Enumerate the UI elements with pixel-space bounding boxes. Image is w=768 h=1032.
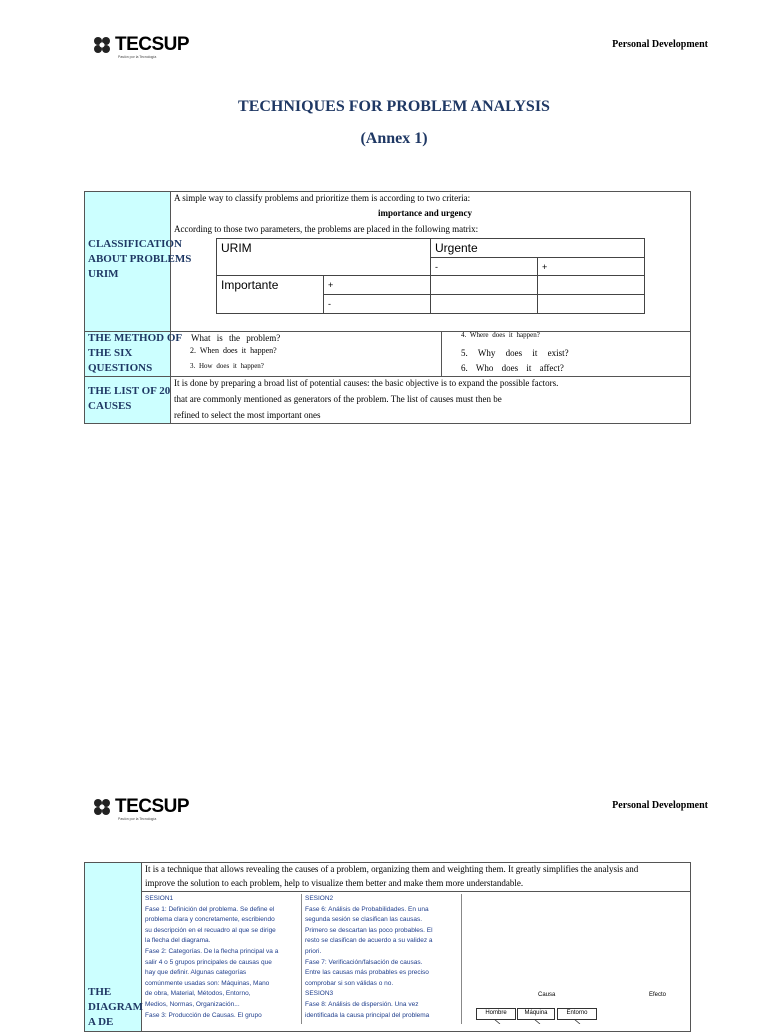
list20-label: THE LIST OF 20 CAUSES [88,385,171,412]
col2-line: SESION3 [305,990,334,998]
diagram-intro-2: improve the solution to each problem, help to visualize them better and make them more understandable. [145,878,524,888]
col1-line: Fase 2: Categorías. De la flecha principal va a [145,947,279,955]
page-subtitle: (Annex 1) [360,130,428,147]
diagram-intro-divider [142,891,691,892]
sessions-col-2 [305,894,462,1024]
urim-label-cell [85,192,192,331]
question-2: 2. When does it happen? [190,346,277,355]
page-title: TECHNIQUES FOR PROBLEM ANALYSIS [238,98,550,115]
col2-line: Fase 8: Análisis de dispersión. Una vez [305,1000,419,1008]
col1-line: Medios, Normas, Organización... [145,1000,240,1008]
logo-tagline: Pasión por la Tecnología [118,817,157,821]
header-right: Personal Development [612,39,708,50]
list20-line-3: refined to select the most important ones [174,410,321,420]
col2-line: priori. [305,947,322,955]
question-3: 3. How does it happen? [190,362,264,370]
matrix-cell [431,295,538,314]
tecsup-logo [92,798,189,816]
col1-line: Fase 1: Definición del problema. Se define el [145,905,275,913]
col1-line: su descripción en el recuadro al que se dirige [145,926,276,934]
logo-tagline: Pasión por la Tecnología [118,55,157,59]
matrix-row-header: Importante [217,276,324,314]
col1-line: comúnmente usadas son: Máquinas, Mano [145,979,270,987]
matrix-col-minus: - [431,258,538,276]
six-questions-divider [441,332,442,376]
matrix-row-plus: + [324,276,431,295]
logo-text: TECSUP [115,34,190,55]
list20-line-2: that are commonly mentioned as generators of the problem. The list of causes must then be [174,394,502,404]
diagram-label: THE DIAGRAM A DE [88,986,143,1028]
col1-line: Fase 3: Producción de Causas. El grupo [145,1011,262,1019]
diagram-label-cell [85,863,142,1031]
col2-line: Primero se descartan las poco probables. El [305,926,433,934]
diagram-box-maquina: Máquina [517,1008,555,1020]
question-1: What is the problem? [191,333,281,343]
urim-line-2: importance and urgency [378,208,472,218]
col1-line: problema clara y concretamente, escribiendo [145,916,275,924]
six-questions-label: THE METHOD OF THE SIX QUESTIONS [88,332,182,374]
col2-line: identificada la causa principal del problema [305,1011,430,1019]
urim-matrix [216,238,645,314]
urim-line-1: A simple way to classify problems and prioritize them is according to two criteria: [174,193,471,203]
tecsup-logo [92,36,189,54]
causa-label: Causa [538,992,556,998]
matrix-cell [538,276,645,295]
col2-line: Fase 7: Verificación/falsación de causas. [305,958,423,966]
question-6: 6. Who does it affect? [461,363,564,373]
tecsup-mark-icon [92,798,112,816]
col2-line: comprobar si son válidas o no. [305,979,394,987]
matrix-col-plus: + [538,258,645,276]
col2-line: resto se clasifican de acuerdo a su validez a [305,937,433,945]
diagram-box-entorno: Entorno [557,1008,597,1020]
matrix-corner: URIM [217,239,431,276]
col2-line: Fase 6: Análisis de Probabilidades. En una [305,905,429,913]
col1-line: de obra, Material, Métodos, Entorno, [145,990,251,998]
question-4: 4. Where does it happen? [461,331,540,339]
matrix-row-minus: - [324,295,431,314]
diagram-intro-1: It is a technique that allows revealing the causes of a problem, organizing them and weighting them. It greatly simplifies the analysis and [145,864,639,874]
col1-line: salir 4 o 5 grupos principales de causas que [145,958,272,966]
col2-line: segunda sesión se clasifican las causas. [305,916,423,924]
list20-label-cell [85,377,171,423]
urim-label: CLASSIFICATION ABOUT PROBLEMS URIM [88,238,192,280]
diagram-box-hombre: Hombre [476,1008,516,1020]
col1-line: SESION1 [145,895,174,902]
header-right: Personal Development [612,800,708,811]
question-5: 5. Why does it exist? [461,348,569,358]
col1-line: hay que definir. Algunas categorías [145,969,247,977]
urim-line-3: According to those two parameters, the problems are placed in the following matrix: [174,224,479,234]
col1-line: la flecha del diagrama. [145,937,211,945]
diagram-bones-icon [476,1019,606,1024]
tecsup-mark-icon [92,36,112,54]
col2-line: Entre las causas más probables es preciso [305,969,429,977]
matrix-cell [431,276,538,295]
sessions-col-1 [145,894,302,1024]
list20-line-1: It is done by preparing a broad list of potential causes: the basic objective is to expand the possible factors. [174,378,559,388]
efecto-label: Efecto [649,992,667,998]
matrix-col-header: Urgente [431,239,645,258]
col2-line: SESION2 [305,895,334,902]
logo-text: TECSUP [115,796,190,817]
matrix-cell [538,295,645,314]
six-questions-label-cell [85,332,182,376]
